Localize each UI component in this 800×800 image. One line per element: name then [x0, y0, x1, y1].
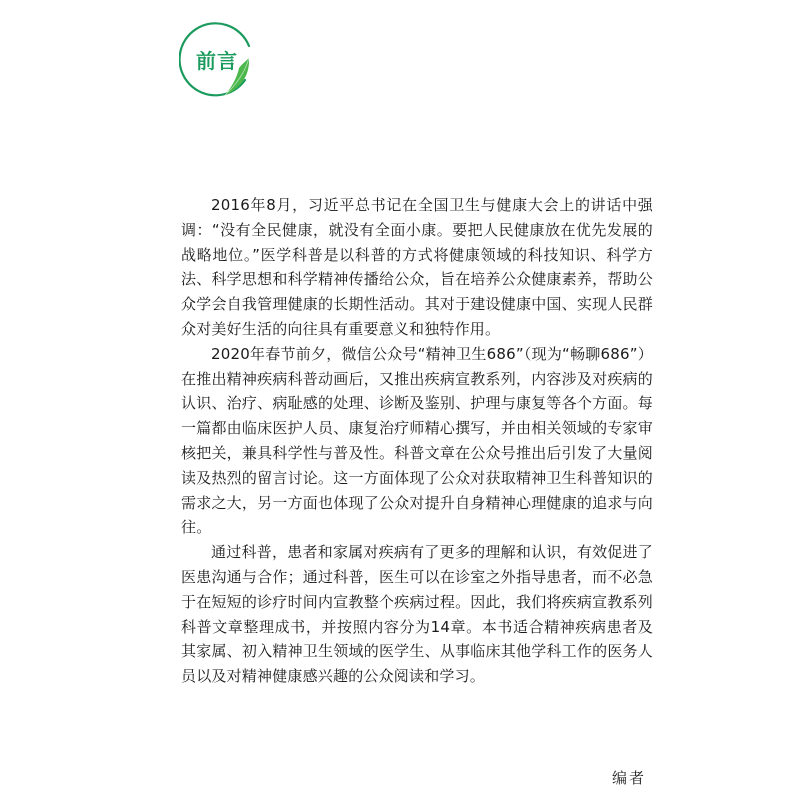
signature: 编者	[612, 769, 647, 787]
page-title: 前言	[196, 48, 238, 73]
paragraph-3: 通过科普，患者和家属对疾病有了更多的理解和认识，有效促进了医患沟通与合作；通过科普，医生可以在诊室之外指导患者，而不必急于在短短的诊疗时间内宣教整个疾病过程。因此，我们将疾病宣教系列科普文章整理成书，并按照内容分为14章。本书适合精神疾病患者及其家属、初入精神卫生领域的医学生、从事临床其他学科工作的医务人员以及对精神健康感兴趣的公众阅读和学习。	[181, 543, 653, 686]
heading-badge	[179, 22, 255, 98]
preface-body	[181, 193, 653, 689]
paragraph-1: 2016年8月，习近平总书记在全国卫生与健康大会上的讲话中强调：“没有全民健康，就没有全面小康。要把人民健康放在优先发展的战略地位。”医学科普是以科普的方式将健康领域的科技知识、科学方法、科学思想和科学精神传播给公众，旨在培养公众健康素养，帮助公众学会自我管理健康的长期性活动。其对于建设健康中国、实现人民群众对美好生活的向往具有重要意义和独特作用。	[181, 196, 653, 338]
paragraph-2: 2020年春节前夕，微信公众号“精神卫生686”（现为“畅聊686”）在推出精神疾病科普动画后，又推出疾病宣教系列，内容涉及对疾病的认识、治疗、病耻感的处理、诊断及鉴别、护理与康复等各个方面。每一篇都由临床医护人员、康复治疗师精心撰写，并由相关领域的专家审核把关，兼具科学性与普及性。科普文章在公众号推出后引发了大量阅读及热烈的留言讨论。这一方面体现了公众对获取精神卫生科普知识的需求之大，另一方面也体现了公众对提升自身精神心理健康的追求与向往。	[181, 344, 653, 537]
